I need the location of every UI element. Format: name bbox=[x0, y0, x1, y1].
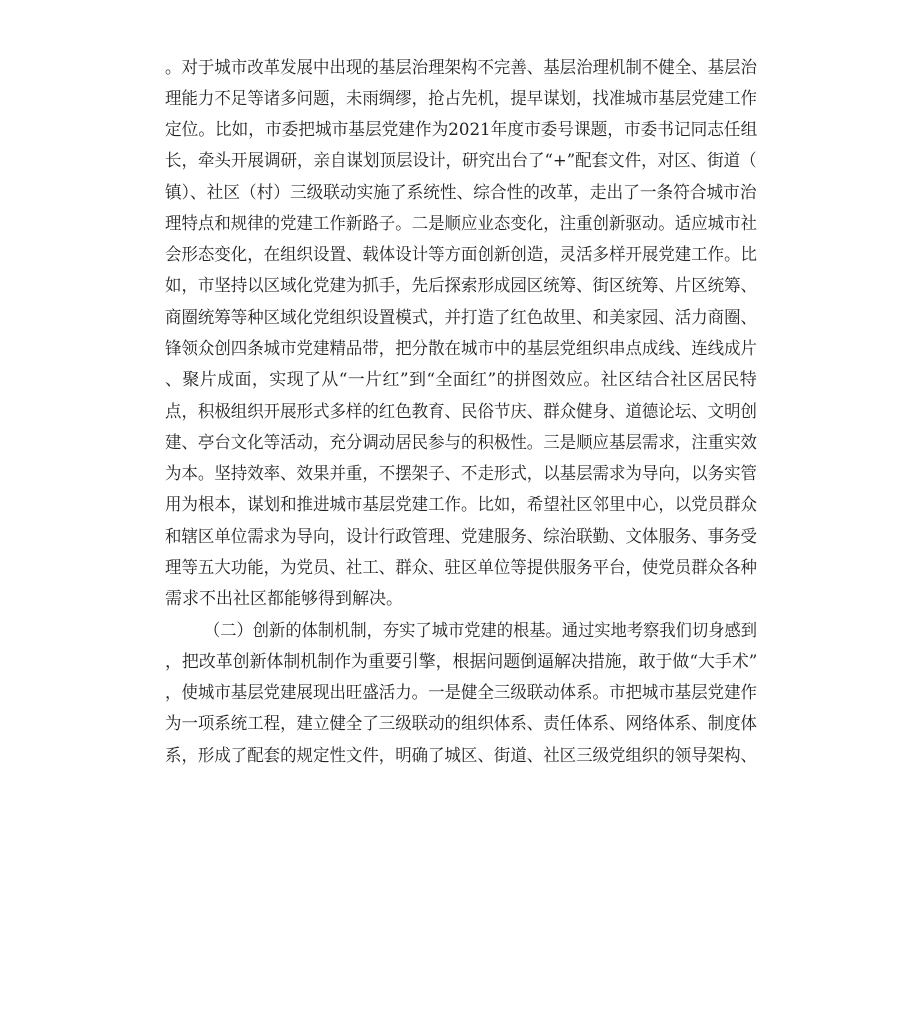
text-line-22: 为一项系统工程，建立健全了三级联动的组织体系、责任体系、网络体系、制度体 bbox=[165, 714, 757, 734]
text-line-17: 理等五大功能，为党员、社工、群众、驻区单位等提供服务平台，使党员群众各种 bbox=[165, 558, 757, 578]
text-line-3: 定位。比如，市委把城市基层党建作为2021年度市委号课题，市委书记同志任组 bbox=[165, 120, 758, 140]
text-line-6: 理特点和规律的党建工作新路子。二是顺应业态变化，注重创新驱动。适应城市社 bbox=[165, 214, 757, 234]
text-line-13: 建、亭台文化等活动，充分调动居民参与的积极性。三是顺应基层需求，注重实效 bbox=[165, 433, 757, 453]
text-line-19: （二）创新的体制机制，夯实了城市党建的根基。通过实地考察我们切身感到 bbox=[204, 621, 757, 641]
text-line-14: 为本。坚持效率、效果并重，不摆架子、不走形式，以基层需求为导向，以务实管 bbox=[165, 464, 757, 484]
text-line-8: 如，市坚持以区域化党建为抓手，先后探索形成园区统筹、街区统筹、片区统筹、 bbox=[165, 276, 757, 296]
text-line-4: 长，牵头开展调研，亲自谋划顶层设计，研究出台了“+”配套文件，对区、街道（ bbox=[165, 151, 757, 171]
text-line-23: 系，形成了配套的规定性文件，明确了城区、街道、社区三级党组织的领导架构、 bbox=[165, 746, 757, 766]
text-line-1: 。对于城市改革发展中出现的基层治理架构不完善、基层治理机制不健全、基层治 bbox=[165, 58, 757, 78]
text-line-7: 会形态变化，在组织设置、载体设计等方面创新创造，灵活多样开展党建工作。比 bbox=[165, 245, 757, 265]
text-line-2: 理能力不足等诸多问题，未雨绸缪，抢占先机，提早谋划，找准城市基层党建工作 bbox=[165, 89, 757, 109]
text-line-9: 商圈统筹等种区域化党组织设置模式，并打造了红色故里、和美家园、活力商圈、 bbox=[165, 308, 757, 328]
text-line-12: 点，积极组织开展形式多样的红色教育、民俗节庆、群众健身、道德论坛、文明创 bbox=[165, 402, 757, 422]
text-line-21: ，使城市基层党建展现出旺盛活力。一是健全三级联动体系。市把城市基层党建作 bbox=[165, 683, 757, 703]
text-line-16: 和辖区单位需求为导向，设计行政管理、党建服务、综治联勤、文体服务、事务受 bbox=[165, 527, 757, 547]
text-line-20: ，把改革创新体制机制作为重要引擎，根据问题倒逼解决措施，敢于做“大手术” bbox=[165, 652, 758, 672]
text-line-18: 需求不出社区都能够得到解决。 bbox=[165, 589, 403, 609]
text-line-5: 镇）、社区（村）三级联动实施了系统性、综合性的改革，走出了一条符合城市治 bbox=[165, 183, 757, 203]
text-line-10: 锋领众创四条城市党建精品带，把分散在城市中的基层党组织串点成线、连线成片 bbox=[165, 339, 757, 359]
text-line-15: 用为根本，谋划和推进城市基层党建工作。比如，希望社区邻里中心，以党员群众 bbox=[165, 495, 757, 515]
text-line-11: 、聚片成面，实现了从“一片红”到“全面红”的拼图效应。社区结合社区居民特 bbox=[165, 370, 758, 390]
